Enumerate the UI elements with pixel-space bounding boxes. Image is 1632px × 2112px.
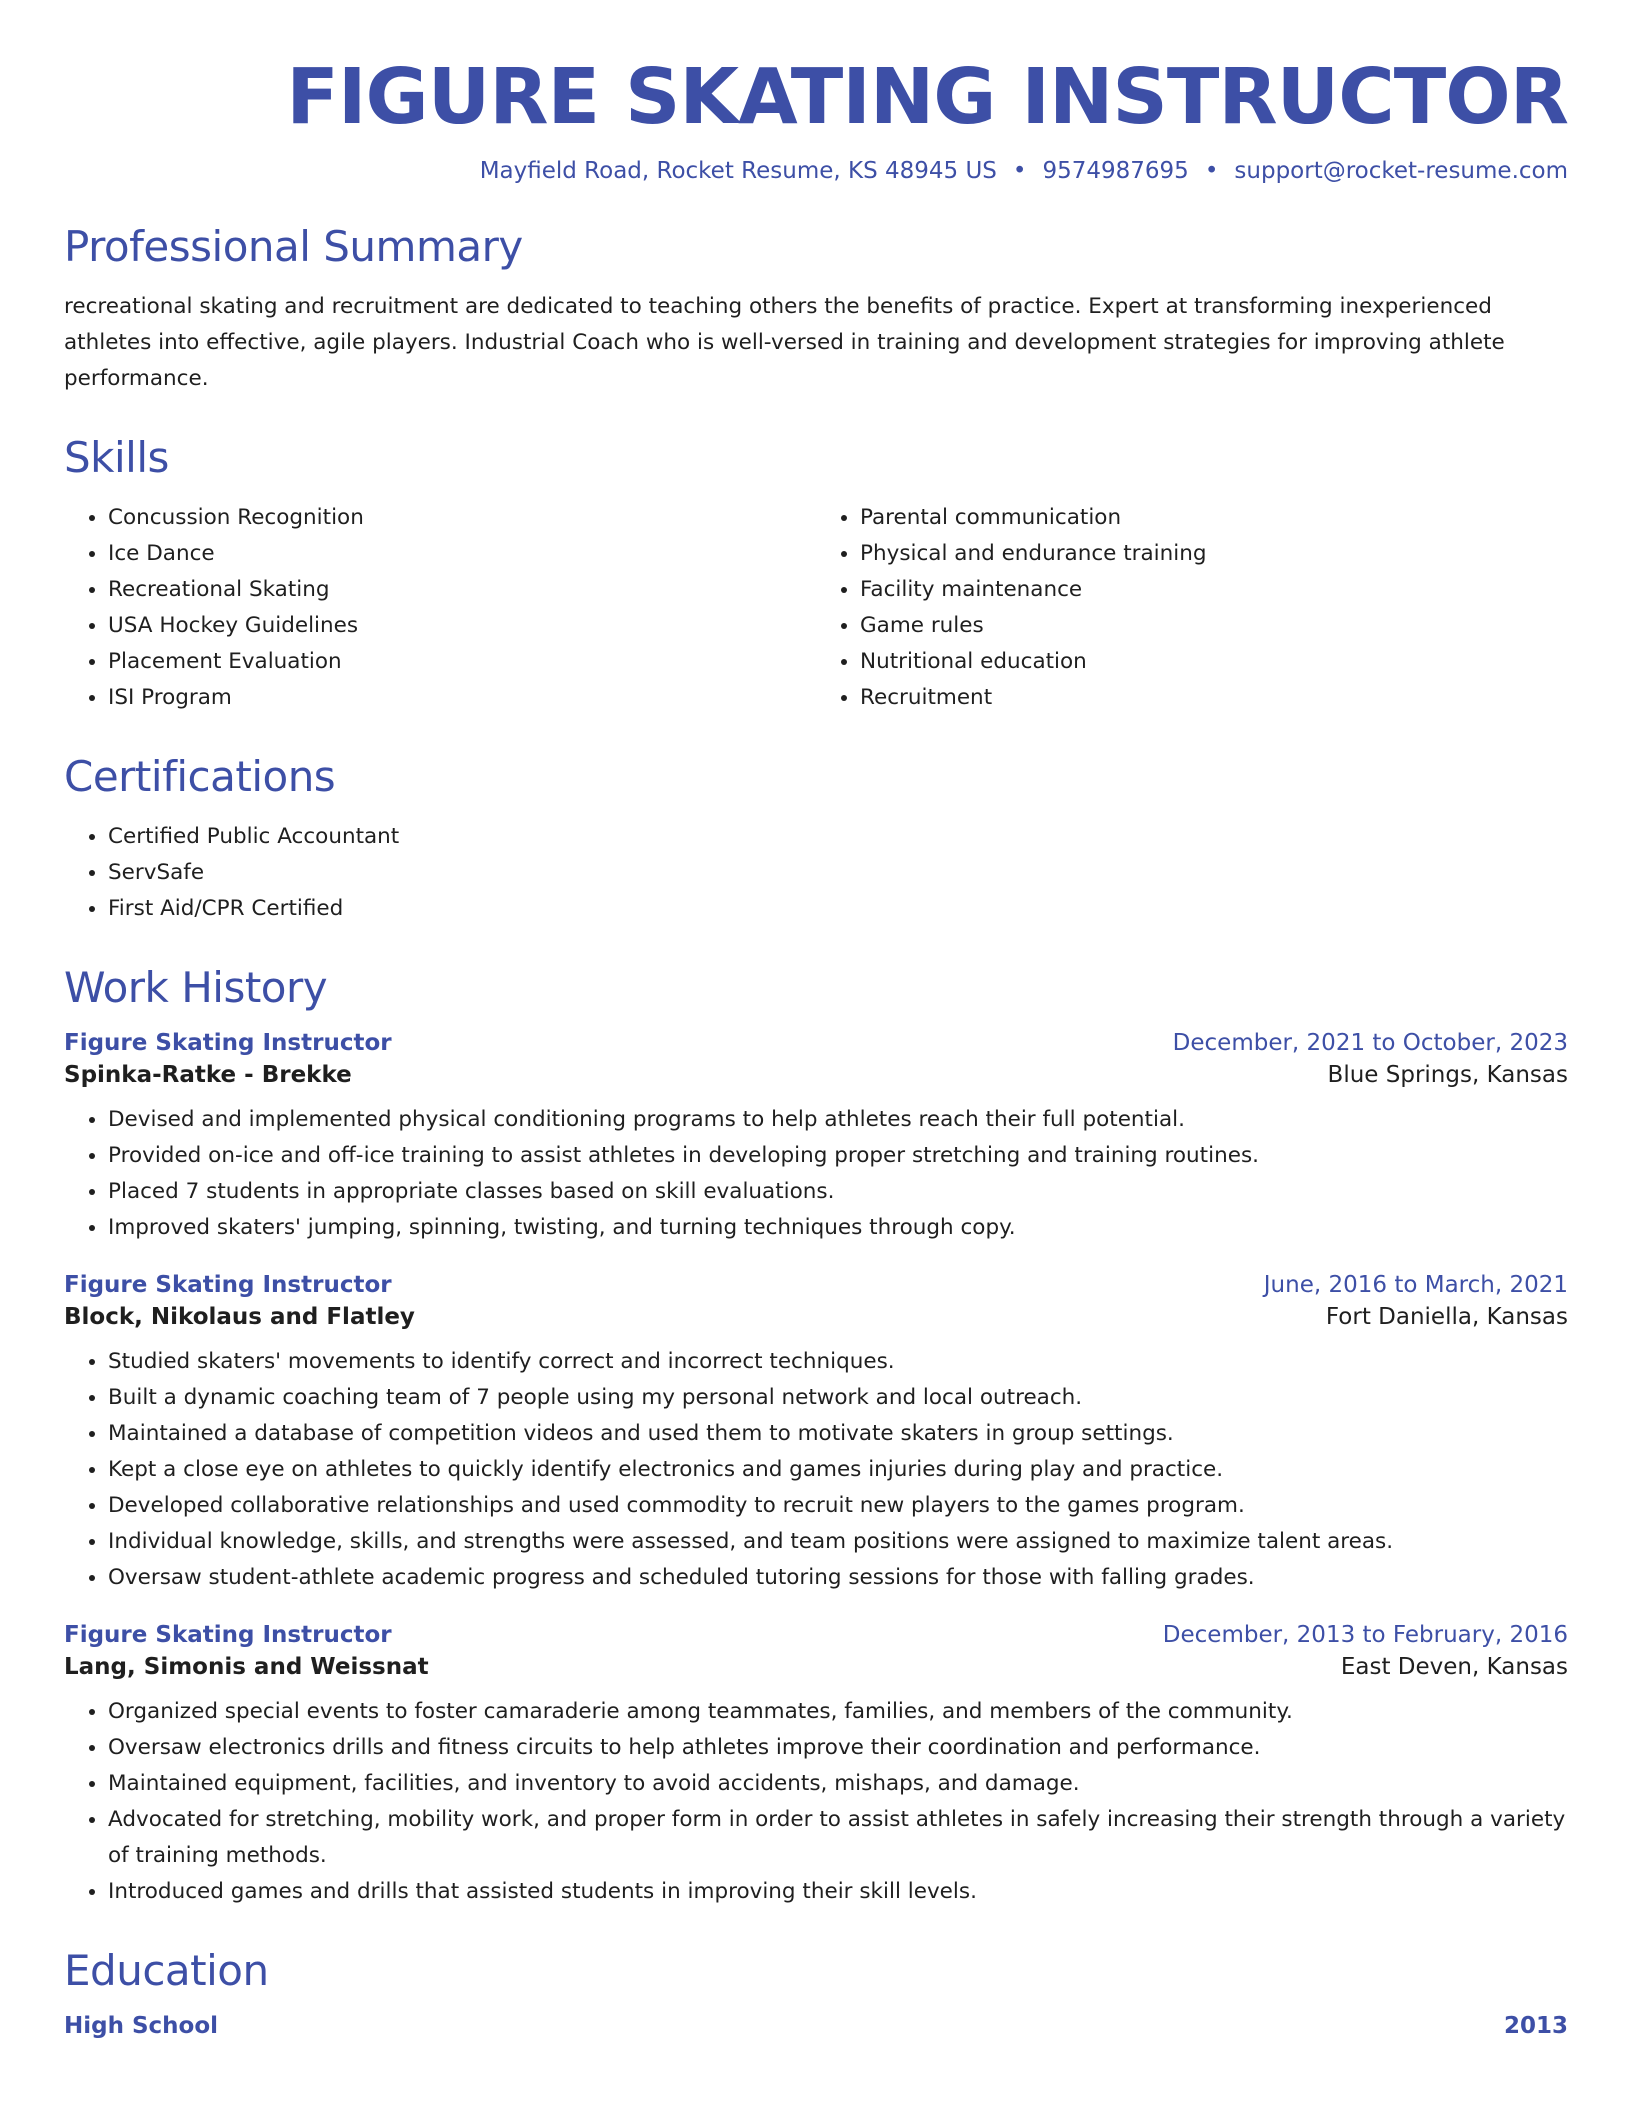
education-heading: Education — [64, 1946, 269, 1996]
job-bullet: • Improved skaters' jumping, spinning, twisting, and turning techniques through copy. — [108, 1210, 1568, 1246]
job-bullet: • Individual knowledge, skills, and strengths were assessed, and team positions were assigned to maximize talent areas. — [108, 1524, 1568, 1560]
job-bullets — [64, 1694, 1568, 1910]
job-company: Spinka-Ratke - Brekke — [64, 1062, 352, 1089]
skills-column-right — [816, 500, 1568, 716]
job-header — [64, 1030, 1568, 1056]
job-location: East Deven, Kansas — [1340, 1654, 1568, 1681]
skill-item: • Ice Dance — [108, 536, 816, 572]
skill-item: • Game rules — [860, 608, 1568, 644]
job-bullet: • Built a dynamic coaching team of 7 people using my personal network and local outreach. — [108, 1380, 1568, 1416]
job-company: Block, Nikolaus and Flatley — [64, 1304, 415, 1331]
job-location: Fort Daniella, Kansas — [1325, 1304, 1568, 1331]
certification-item: • ServSafe — [108, 855, 1568, 891]
job-title: Figure Skating Instructor — [64, 1030, 392, 1057]
job-subheader — [64, 1056, 1568, 1088]
skill-item: • Placement Evaluation — [108, 644, 816, 680]
contact-address: Mayfield Road, Rocket Resume, KS 48945 US — [479, 158, 997, 185]
job-header — [64, 1622, 1568, 1648]
skill-item: • Physical and endurance training — [860, 536, 1568, 572]
certifications-heading: Certifications — [64, 752, 336, 802]
job-entry — [64, 1272, 1568, 1596]
job-bullets — [64, 1344, 1568, 1596]
skill-item: • Nutritional education — [860, 644, 1568, 680]
skills-column-left — [64, 500, 816, 716]
job-bullet: • Kept a close eye on athletes to quickly identify electronics and games injuries during play and practice. — [108, 1452, 1568, 1488]
job-bullets — [64, 1102, 1568, 1246]
job-entry — [64, 1622, 1568, 1910]
contact-phone: 9574987695 — [1042, 158, 1189, 185]
skill-item: • ISI Program — [108, 680, 816, 716]
skills-list — [64, 500, 1568, 716]
summary-text: recreational skating and recruitment are dedicated to teaching others the benefits of practice. Expert at transforming inexperienced athletes into effective, agile players. Industrial Coach who is well-versed in training and development strategies for improving athlete performance. — [64, 294, 1505, 392]
work-history-heading: Work History — [64, 963, 328, 1013]
job-dates: December, 2013 to February, 2016 — [1162, 1622, 1568, 1649]
job-header — [64, 1272, 1568, 1298]
skill-item: • Concussion Recognition — [108, 500, 816, 536]
education-degree: High School — [64, 2013, 219, 2040]
job-bullet: • Introduced games and drills that assisted students in improving their skill levels. — [108, 1874, 1568, 1910]
job-bullet: • Advocated for stretching, mobility work, and proper form in order to assist athletes in safely increasing their strength through a variety of training methods. — [108, 1802, 1568, 1874]
education-entry — [64, 2013, 1568, 2039]
certification-item: • First Aid/CPR Certified — [108, 891, 1568, 927]
job-title: Figure Skating Instructor — [64, 1272, 392, 1299]
contact-email[interactable]: support@rocket-resume.com — [1234, 158, 1568, 185]
job-dates: December, 2021 to October, 2023 — [1172, 1030, 1568, 1057]
contact-line — [64, 158, 1568, 184]
skills-heading: Skills — [64, 433, 169, 483]
job-bullet: • Studied skaters' movements to identify correct and incorrect techniques. — [108, 1344, 1568, 1380]
summary-heading: Professional Summary — [64, 222, 523, 272]
contact-separator: • — [1204, 158, 1219, 185]
skill-item: • Facility maintenance — [860, 572, 1568, 608]
certification-item: • Certified Public Accountant — [108, 819, 1568, 855]
skill-item: • Recruitment — [860, 680, 1568, 716]
resume-name: FIGURE SKATING INSTRUCTOR — [286, 53, 1568, 142]
job-bullet: • Organized special events to foster camaraderie among teammates, families, and members of the community. — [108, 1694, 1568, 1730]
job-bullet: • Provided on-ice and off-ice training to assist athletes in developing proper stretching and training routines. — [108, 1138, 1568, 1174]
job-bullet: • Oversaw student-athlete academic progress and scheduled tutoring sessions for those with falling grades. — [108, 1560, 1568, 1596]
job-bullet: • Oversaw electronics drills and fitness circuits to help athletes improve their coordination and performance. — [108, 1730, 1568, 1766]
job-title: Figure Skating Instructor — [64, 1622, 392, 1649]
job-location: Blue Springs, Kansas — [1327, 1062, 1568, 1089]
job-company: Lang, Simonis and Weissnat — [64, 1654, 429, 1681]
job-subheader — [64, 1648, 1568, 1680]
job-bullet: • Placed 7 students in appropriate classes based on skill evaluations. — [108, 1174, 1568, 1210]
job-bullet: • Developed collaborative relationships and used commodity to recruit new players to the games program. — [108, 1488, 1568, 1524]
certifications-list — [64, 819, 1568, 927]
education-year: 2013 — [1503, 2013, 1568, 2040]
skill-item: • Parental communication — [860, 500, 1568, 536]
skill-item: • USA Hockey Guidelines — [108, 608, 816, 644]
job-bullet: • Maintained a database of competition videos and used them to motivate skaters in group settings. — [108, 1416, 1568, 1452]
contact-separator: • — [1012, 158, 1027, 185]
job-bullet: • Devised and implemented physical conditioning programs to help athletes reach their full potential. — [108, 1102, 1568, 1138]
job-subheader — [64, 1298, 1568, 1330]
job-dates: June, 2016 to March, 2021 — [1263, 1272, 1568, 1299]
skill-item: • Recreational Skating — [108, 572, 816, 608]
job-entry — [64, 1030, 1568, 1246]
job-bullet: • Maintained equipment, facilities, and inventory to avoid accidents, mishaps, and damage. — [108, 1766, 1568, 1802]
